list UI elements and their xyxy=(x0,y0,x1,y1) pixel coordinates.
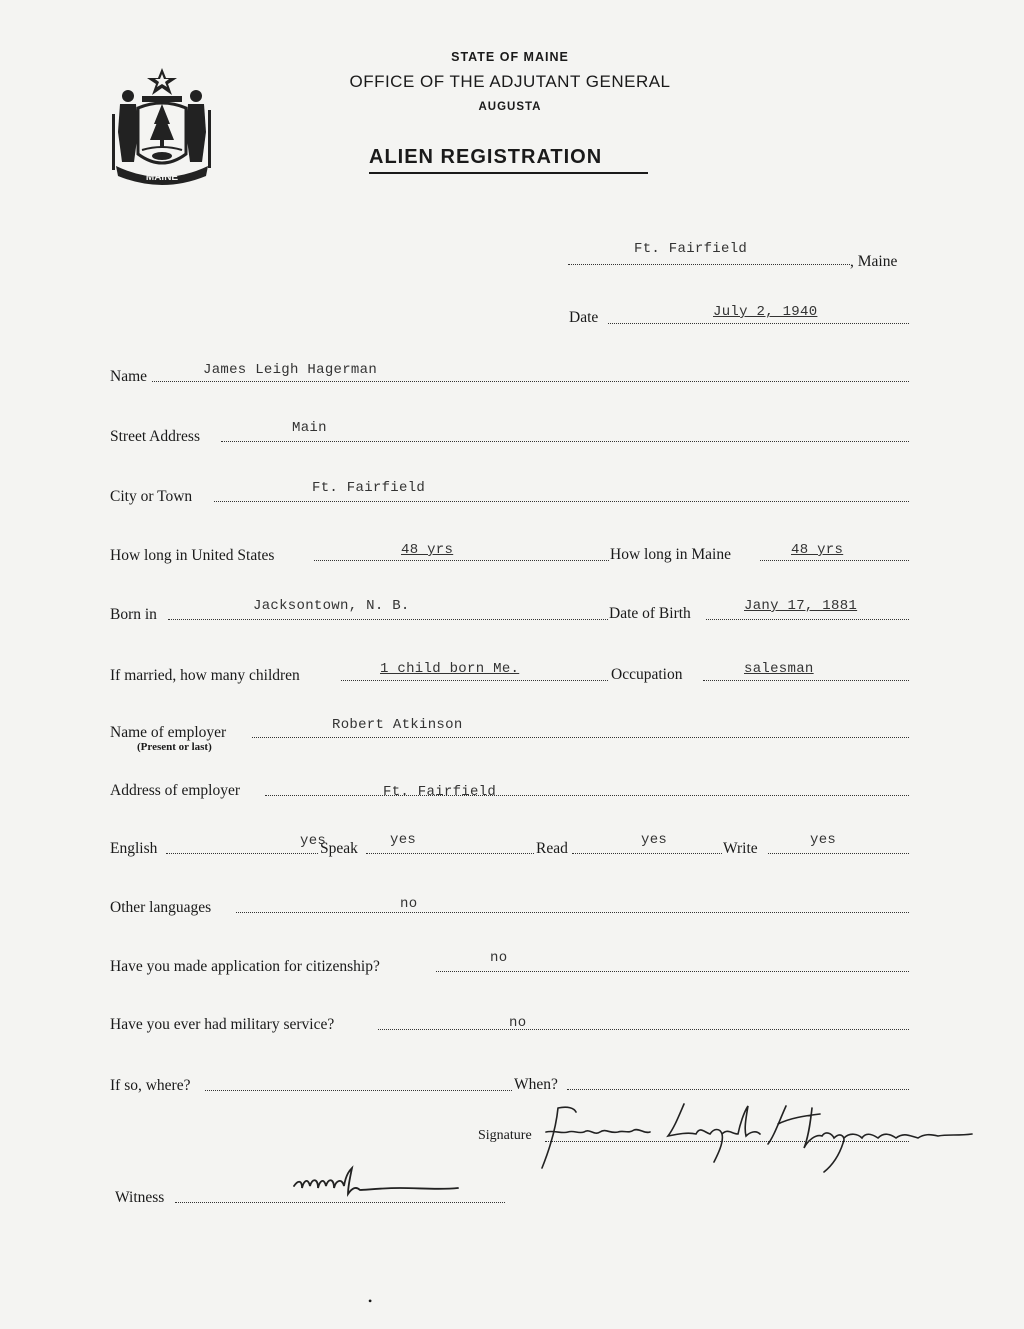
when-label: When? xyxy=(514,1076,558,1093)
witness-label: Witness xyxy=(115,1189,165,1206)
location-row xyxy=(0,240,1024,270)
military-row xyxy=(0,1010,1024,1034)
city-value[interactable]: Ft. Fairfield xyxy=(312,480,426,496)
speak-line xyxy=(366,853,534,854)
street-row xyxy=(0,420,1024,444)
date-value[interactable]: July 2, 1940 xyxy=(713,304,818,320)
other-languages-line xyxy=(236,912,909,913)
svg-text:MAINE: MAINE xyxy=(145,172,179,183)
military-value[interactable]: no xyxy=(509,1015,527,1031)
date-label: Date xyxy=(569,309,599,326)
read-value[interactable]: yes xyxy=(641,832,668,848)
read-label: Read xyxy=(536,840,568,857)
where-line xyxy=(205,1090,512,1091)
city-heading: AUGUSTA xyxy=(478,101,542,113)
write-line xyxy=(768,853,909,854)
employer-address-value[interactable]: Ft. Fairfield xyxy=(383,784,497,800)
citizenship-row xyxy=(0,950,1024,974)
employer-value[interactable]: Robert Atkinson xyxy=(332,717,463,733)
name-row xyxy=(0,362,1024,386)
military-line xyxy=(378,1029,909,1030)
duration-row xyxy=(0,540,1024,564)
us-duration-label: How long in United States xyxy=(110,547,275,564)
children-label: If married, how many children xyxy=(110,667,300,684)
page-mark: • xyxy=(368,1294,373,1308)
read-line xyxy=(572,853,722,854)
maine-duration-label: How long in Maine xyxy=(610,546,731,563)
us-duration-line xyxy=(314,560,609,561)
where-label: If so, where? xyxy=(110,1077,191,1094)
children-line xyxy=(341,680,608,681)
city-row xyxy=(0,480,1024,504)
maine-duration-line xyxy=(760,560,909,561)
dob-value[interactable]: Jany 17, 1881 xyxy=(744,598,858,614)
employer-line xyxy=(252,737,909,738)
city-line xyxy=(214,501,909,502)
citizenship-value[interactable]: no xyxy=(490,950,508,966)
signature-label: Signature xyxy=(478,1128,532,1143)
date-row xyxy=(0,304,1024,328)
born-label: Born in xyxy=(110,606,157,623)
employer-address-line xyxy=(265,795,909,796)
citizenship-line xyxy=(436,971,909,972)
occupation-label: Occupation xyxy=(611,666,683,683)
other-languages-value[interactable]: no xyxy=(400,896,418,912)
dob-line xyxy=(706,619,909,620)
street-label: Street Address xyxy=(110,428,200,445)
location-suffix: , Maine xyxy=(850,253,898,270)
english-value[interactable]: yes xyxy=(300,833,327,849)
dob-label: Date of Birth xyxy=(609,605,691,622)
born-value[interactable]: Jacksontown, N. B. xyxy=(253,598,410,614)
other-languages-label: Other languages xyxy=(110,899,212,916)
children-value[interactable]: 1 child born Me. xyxy=(380,661,520,677)
military-label: Have you ever had military service? xyxy=(110,1016,335,1033)
location-value[interactable]: Ft. Fairfield xyxy=(634,241,748,257)
where-row xyxy=(0,1072,1024,1096)
english-row xyxy=(0,832,1024,856)
us-duration-value[interactable]: 48 yrs xyxy=(401,542,454,558)
employer-sublabel: (Present or last) xyxy=(137,741,212,753)
birth-row xyxy=(0,598,1024,622)
speak-label: Speak xyxy=(320,840,358,857)
english-line xyxy=(166,853,318,854)
date-line xyxy=(608,323,909,324)
other-languages-row xyxy=(0,894,1024,918)
maine-duration-value[interactable]: 48 yrs xyxy=(791,542,844,558)
employer-address-label: Address of employer xyxy=(110,782,240,799)
occupation-value[interactable]: salesman xyxy=(744,661,814,677)
citizenship-label: Have you made application for citizenship? xyxy=(110,958,380,975)
born-line xyxy=(168,619,608,620)
street-line xyxy=(221,441,909,442)
write-label: Write xyxy=(723,840,758,857)
city-label: City or Town xyxy=(110,488,193,505)
state-heading: STATE OF MAINE xyxy=(451,50,569,64)
when-line xyxy=(567,1089,909,1090)
witness-row xyxy=(0,1184,1024,1208)
name-value[interactable]: James Leigh Hagerman xyxy=(203,362,378,378)
witness-initials[interactable] xyxy=(290,1164,470,1204)
write-value[interactable]: yes xyxy=(810,832,837,848)
speak-value[interactable]: yes xyxy=(390,832,417,848)
office-heading: OFFICE OF THE ADJUTANT GENERAL xyxy=(349,72,671,91)
english-label: English xyxy=(110,840,158,857)
form-title: ALIEN REGISTRATION xyxy=(369,146,648,174)
employer-address-row xyxy=(0,780,1024,804)
signature-handwriting[interactable] xyxy=(528,1098,978,1176)
children-row xyxy=(0,660,1024,684)
employer-row xyxy=(0,716,1024,753)
name-label: Name xyxy=(110,368,148,385)
employer-label: Name of employer xyxy=(110,724,227,741)
occupation-line xyxy=(703,680,909,681)
name-line xyxy=(152,381,909,382)
street-value[interactable]: Main xyxy=(292,420,327,436)
location-line xyxy=(568,264,850,265)
